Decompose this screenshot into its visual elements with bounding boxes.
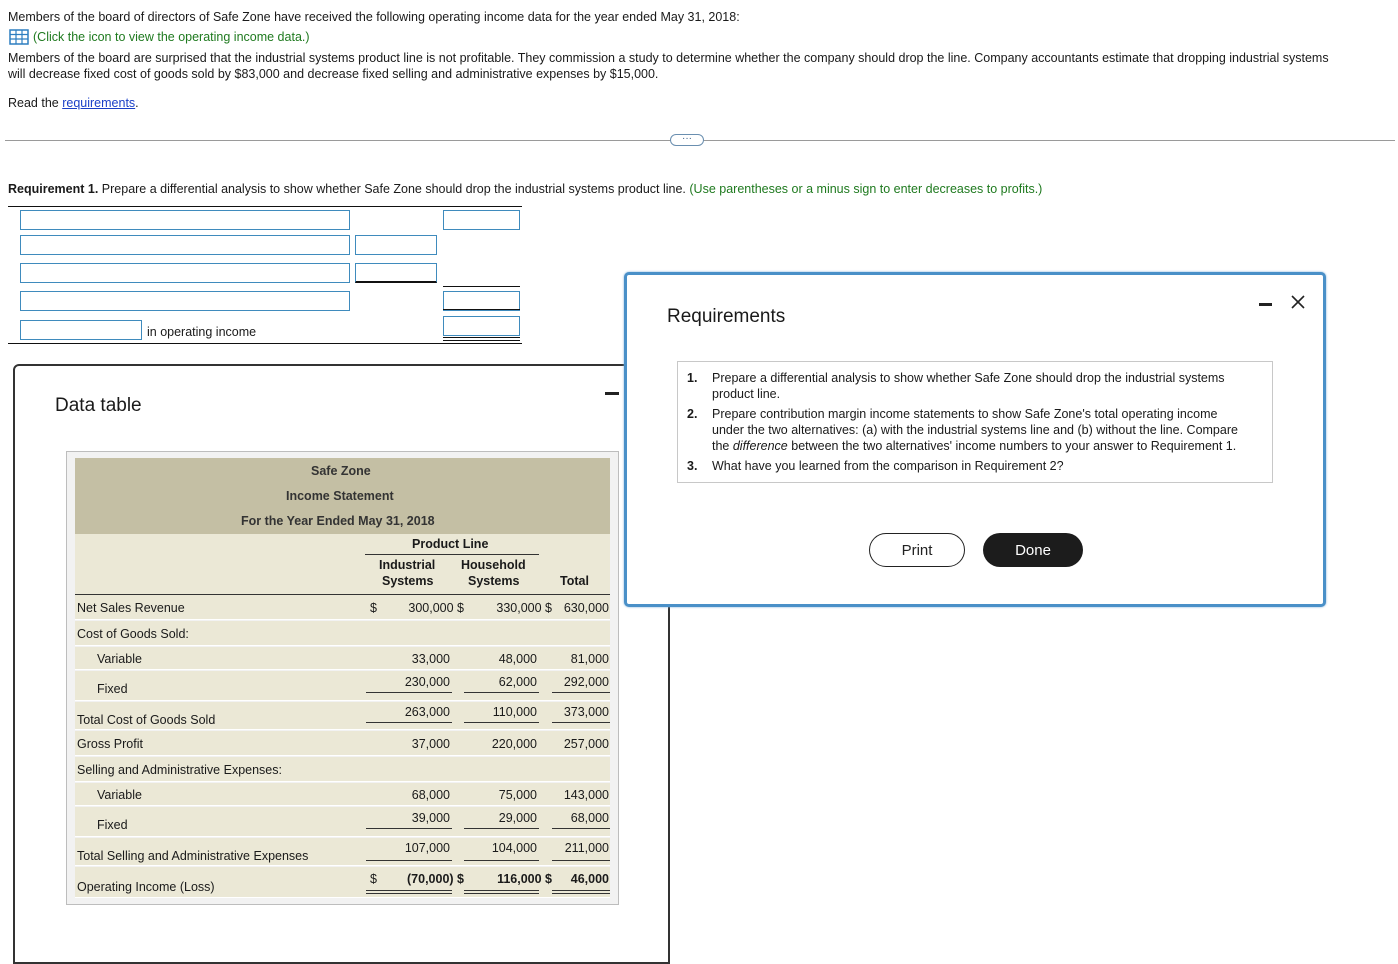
table-row: [75, 621, 610, 646]
amount-double-line-b: [443, 340, 520, 341]
table-top-rule: [8, 206, 522, 207]
total-value: 257,000: [563, 737, 609, 751]
table-row: [75, 838, 610, 866]
industrial-value: 68,000: [411, 788, 450, 802]
intro-line-2b: will decrease fixed cost of goods sold by $83,000 and decrease fixed selling and administrative expenses by $15,000.: [8, 67, 659, 81]
req-num: 3.: [687, 459, 698, 473]
analysis-result-label-input[interactable]: [20, 320, 142, 340]
double-rule: [464, 893, 539, 894]
currency-sign: $: [370, 872, 377, 886]
req-text: product line.: [712, 387, 781, 401]
read-period: .: [135, 96, 139, 110]
requirements-link[interactable]: requirements: [62, 96, 136, 110]
req-num: 1.: [687, 371, 698, 385]
currency-sign: $: [370, 601, 377, 615]
col-household-2: Systems: [468, 574, 520, 588]
household-value: 110,000: [492, 705, 537, 719]
print-button[interactable]: Print: [869, 533, 965, 567]
req-text-part: the: [712, 439, 733, 453]
income-statement: [66, 451, 619, 905]
industrial-value: 230,000: [404, 675, 450, 689]
amount-underline-4: [443, 309, 520, 310]
req-text: under the two alternatives: (a) with the industrial systems line and (b) without the line. Compare: [712, 423, 1238, 437]
analysis-amount-input-4[interactable]: [443, 291, 520, 311]
col-industrial-2: Systems: [382, 574, 434, 588]
intro-line-1: Members of the board of directors of Safe Zone have received the following operating income data for the year ended May 31, 2018:: [8, 10, 740, 24]
done-button[interactable]: Done: [983, 533, 1083, 567]
col-industrial-1: Industrial: [379, 558, 436, 572]
household-value: 75,000: [498, 788, 537, 802]
row-label: Variable: [97, 788, 142, 802]
total-value: 68,000: [570, 811, 609, 825]
req-num: 2.: [687, 407, 698, 421]
close-icon[interactable]: [1290, 294, 1306, 310]
statement-name: Income Statement: [286, 489, 394, 503]
col-household-1: Household: [461, 558, 526, 572]
req-text-part: between the two alternatives' income numbers to your answer to Requirement 1.: [787, 439, 1237, 453]
double-rule: [552, 890, 610, 891]
subtotal-rule: [552, 722, 610, 723]
company-name: Safe Zone: [311, 464, 371, 478]
read-the-text: Read the: [8, 96, 63, 110]
statement-period: For the Year Ended May 31, 2018: [241, 514, 435, 528]
subtotal-rule: [366, 860, 452, 861]
req-text: What have you learned from the comparison in Requirement 2?: [712, 459, 1064, 473]
analysis-amount-input-1[interactable]: [443, 210, 520, 230]
intro-line-2a: Members of the board are surprised that the industrial systems product line is not profitable. They commission a study to determine whether the company should drop the line. Company accountants estimate that dropping industrial systems: [8, 51, 1329, 65]
subtotal-rule: [464, 692, 539, 693]
industrial-value: 107,000: [404, 841, 450, 855]
click-icon-hint: (Click the icon to view the operating income data.): [33, 30, 310, 44]
analysis-label-input-2[interactable]: [20, 235, 350, 255]
subtotal-rule: [366, 828, 452, 829]
table-row: [75, 595, 610, 620]
table-row: [75, 867, 610, 898]
table-row: [75, 783, 610, 806]
analysis-label-input-3[interactable]: [20, 263, 350, 283]
total-value: 143,000: [563, 788, 609, 802]
household-value: 220,000: [491, 737, 537, 751]
total-value: 373,000: [563, 705, 609, 719]
amount-rule-4: [443, 286, 520, 287]
data-table-modal: [13, 364, 670, 964]
total-value: 630,000: [563, 601, 609, 615]
req-text: Prepare a differential analysis to show whether Safe Zone should drop the industrial systems: [712, 371, 1225, 385]
table-row: [75, 807, 610, 837]
requirement-1-prompt: [8, 182, 1042, 196]
req-text-emphasis: difference: [732, 439, 788, 453]
read-requirements: [8, 96, 139, 110]
requirements-modal: [624, 272, 1326, 607]
row-label: Selling and Administrative Expenses:: [77, 763, 282, 777]
industrial-value: (70,000) $: [407, 872, 464, 886]
table-grid-icon[interactable]: [9, 29, 29, 45]
statement-header: [75, 458, 610, 534]
in-operating-income-label: in operating income: [147, 325, 257, 339]
requirements-list: [677, 361, 1273, 483]
column-header-row: [75, 534, 610, 594]
household-value: 330,000 $: [496, 601, 552, 615]
table-bottom-rule: [8, 343, 522, 344]
double-rule: [366, 890, 452, 891]
data-table-link[interactable]: [9, 29, 310, 45]
subtotal-rule: [552, 692, 610, 693]
minimize-icon[interactable]: [605, 392, 619, 395]
household-value: 104,000: [491, 841, 537, 855]
industrial-value: 33,000: [411, 652, 450, 666]
table-row: [75, 647, 610, 670]
total-value: 46,000: [570, 872, 609, 886]
analysis-label-input-4[interactable]: [20, 291, 350, 311]
data-table-title: Data table: [55, 395, 142, 416]
household-value: 116,000 $: [497, 872, 552, 886]
row-label: Net Sales Revenue: [77, 601, 185, 615]
total-value: 81,000: [570, 652, 609, 666]
row-label: Cost of Goods Sold:: [77, 627, 189, 641]
subtotal-rule: [366, 722, 452, 723]
row-label: Fixed: [97, 818, 128, 832]
analysis-sub-amount-input-2[interactable]: [355, 235, 437, 255]
row-label: Fixed: [97, 682, 128, 696]
household-value: 48,000: [498, 652, 537, 666]
household-value: 62,000: [498, 675, 537, 689]
requirements-title: Requirements: [667, 306, 786, 327]
industrial-value: 39,000: [411, 811, 450, 825]
industrial-value: 263,000: [404, 705, 450, 719]
table-row: [75, 671, 610, 701]
req-text: [712, 439, 1236, 453]
analysis-label-input-1[interactable]: [20, 210, 350, 230]
requirement-1-label: Requirement 1.: [8, 182, 99, 196]
req-text: Prepare contribution margin income statements to show Safe Zone's total operating income: [712, 407, 1218, 421]
row-label: Total Cost of Goods Sold: [77, 713, 216, 727]
row-label: Variable: [97, 652, 142, 666]
row-label: Operating Income (Loss): [77, 880, 215, 894]
industrial-value: 37,000: [411, 737, 450, 751]
table-row: [75, 702, 610, 730]
amount-double-line-a: [443, 337, 520, 338]
analysis-result-amount-input[interactable]: [443, 316, 520, 336]
requirement-1-hint: (Use parentheses or a minus sign to enter decreases to profits.): [689, 182, 1043, 196]
subtotal-rule: [552, 828, 610, 829]
requirement-1-text: Prepare a differential analysis to show whether Safe Zone should drop the industrial systems product line.: [98, 182, 690, 196]
subtotal-rule: [464, 860, 539, 861]
total-value: 211,000: [564, 841, 609, 855]
double-rule: [552, 893, 610, 894]
expand-button[interactable]: ···: [670, 134, 704, 146]
product-line-rule: [365, 554, 539, 555]
row-label: Gross Profit: [77, 737, 143, 751]
row-label: Total Selling and Administrative Expenses: [77, 849, 309, 863]
table-row: [75, 731, 610, 756]
minimize-icon[interactable]: [1259, 303, 1272, 306]
double-rule: [464, 890, 539, 891]
industrial-value: 300,000 $: [408, 601, 464, 615]
subtotal-rule: [552, 860, 610, 861]
subtotal-rule: [366, 692, 452, 693]
col-total: Total: [560, 574, 589, 588]
analysis-sub-amount-input-3[interactable]: [355, 263, 437, 283]
product-line-header: Product Line: [412, 537, 489, 551]
subtotal-rule: [464, 828, 539, 829]
subtotal-rule: [464, 722, 539, 723]
household-value: 29,000: [498, 811, 537, 825]
table-row: [75, 757, 610, 782]
total-value: 292,000: [563, 675, 609, 689]
double-rule: [366, 893, 452, 894]
